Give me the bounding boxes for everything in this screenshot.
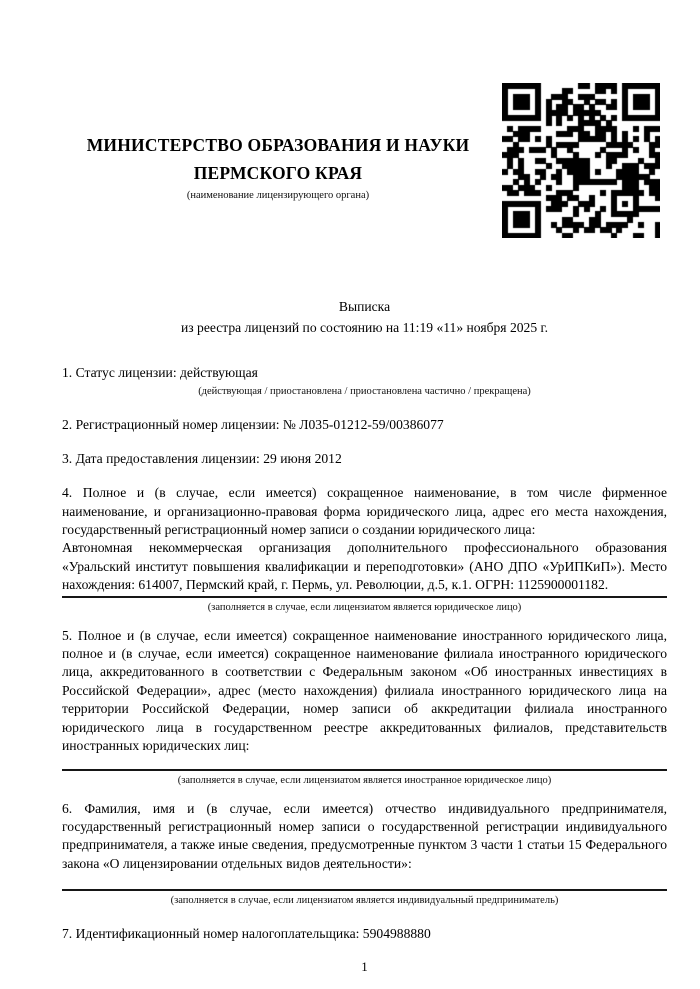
- extract-title: Выписка: [338, 299, 391, 314]
- legal-entity-answer: Автономная некоммерческая организация дополнительного профессионального образования «Уральский институт повышения квалификации и переподготовки» (АНО ДПО «УрИПКиП»). Место нахождения: 614007, Пермский край, г. Пермь, ул. Революции, д.5, к.1. ОГРН: 1125900001182.: [62, 540, 667, 593]
- extract-title-block: [62, 296, 667, 338]
- legal-entity-caption: (заполняется в случае, если лицензиатом является юридическое лицо): [207, 601, 522, 613]
- foreign-entity-clause: 5. Полное и (в случае, если имеется) сокращенное наименование иностранного юридического лица, полное и (в случае, если имеется) сокращенное наименование филиала иностранного юридического лица, аккредитованного в соответствии с Федеральным законом «Об иностранных инвестициях в Российской Федерации», адрес (место нахождения) филиала иностранного юридического лица на территории Российской Федерации, номер записи об аккредитации филиала иностранного юридического лица в государственном реестре аккредитованных филиалов, представительств иностранных юридических лиц:: [62, 627, 667, 754]
- section-reg-number: [62, 416, 667, 434]
- entrepreneur-divider: [62, 889, 667, 891]
- status-options-caption: (действующая / приостановлена / приостановлена частично / прекращена): [198, 386, 531, 398]
- page-number: 1: [361, 958, 368, 974]
- extract-subtitle: из реестра лицензий по состоянию на 11:19 «11» ноября 2025 г.: [180, 320, 548, 335]
- reg-number-text: 2. Регистрационный номер лицензии: № Л035-01212-59/00386077: [62, 417, 444, 433]
- licensing-authority-caption: (наименование лицензирующего органа): [186, 190, 370, 201]
- ministry-header: [62, 0, 494, 203]
- section-foreign-entity: [62, 627, 667, 788]
- grant-date-text: 3. Дата предоставления лицензии: 29 июня 2012: [62, 450, 342, 466]
- section-legal-entity: [62, 484, 667, 614]
- section-grant-date: [62, 450, 667, 468]
- ministry-name-line1: МИНИСТЕРСТВО ОБРАЗОВАНИЯ И НАУКИ: [86, 135, 470, 155]
- entrepreneur-caption: (заполняется в случае, если лицензиатом является индивидуальный предприниматель): [170, 895, 559, 907]
- legal-entity-divider: [62, 596, 667, 598]
- status-text: 1. Статус лицензии: действующая: [62, 365, 258, 380]
- section-inn: [62, 925, 667, 943]
- section-status: [62, 364, 667, 399]
- qr-code-icon: [502, 83, 660, 238]
- inn-text: 7. Идентификационный номер налогоплательщика: 5904988880: [62, 926, 431, 942]
- foreign-entity-divider: [62, 769, 667, 771]
- section-entrepreneur: [62, 800, 667, 909]
- entrepreneur-clause: 6. Фамилия, имя и (в случае, если имеется) отчество индивидуального предпринимателя, государственный регистрационный номер записи о государственной регистрации индивидуального предпринимателя, а также иные сведения, предусмотренные пунктом 3 части 1 статьи 15 Федерального закона «О лицензировании отдельных видов деятельности»:: [62, 800, 667, 871]
- legal-entity-clause: 4. Полное и (в случае, если имеется) сокращенное наименование, в том числе фирменное наименование, и организационно-правовая форма юридического лица, адрес его места нахождения, государственный регистрационный номер записи о создании юридического лица:: [62, 485, 667, 538]
- ministry-name-line2: ПЕРМСКОГО КРАЯ: [193, 163, 363, 183]
- foreign-entity-caption: (заполняется в случае, если лицензиатом является иностранное юридическое лицо): [177, 774, 552, 786]
